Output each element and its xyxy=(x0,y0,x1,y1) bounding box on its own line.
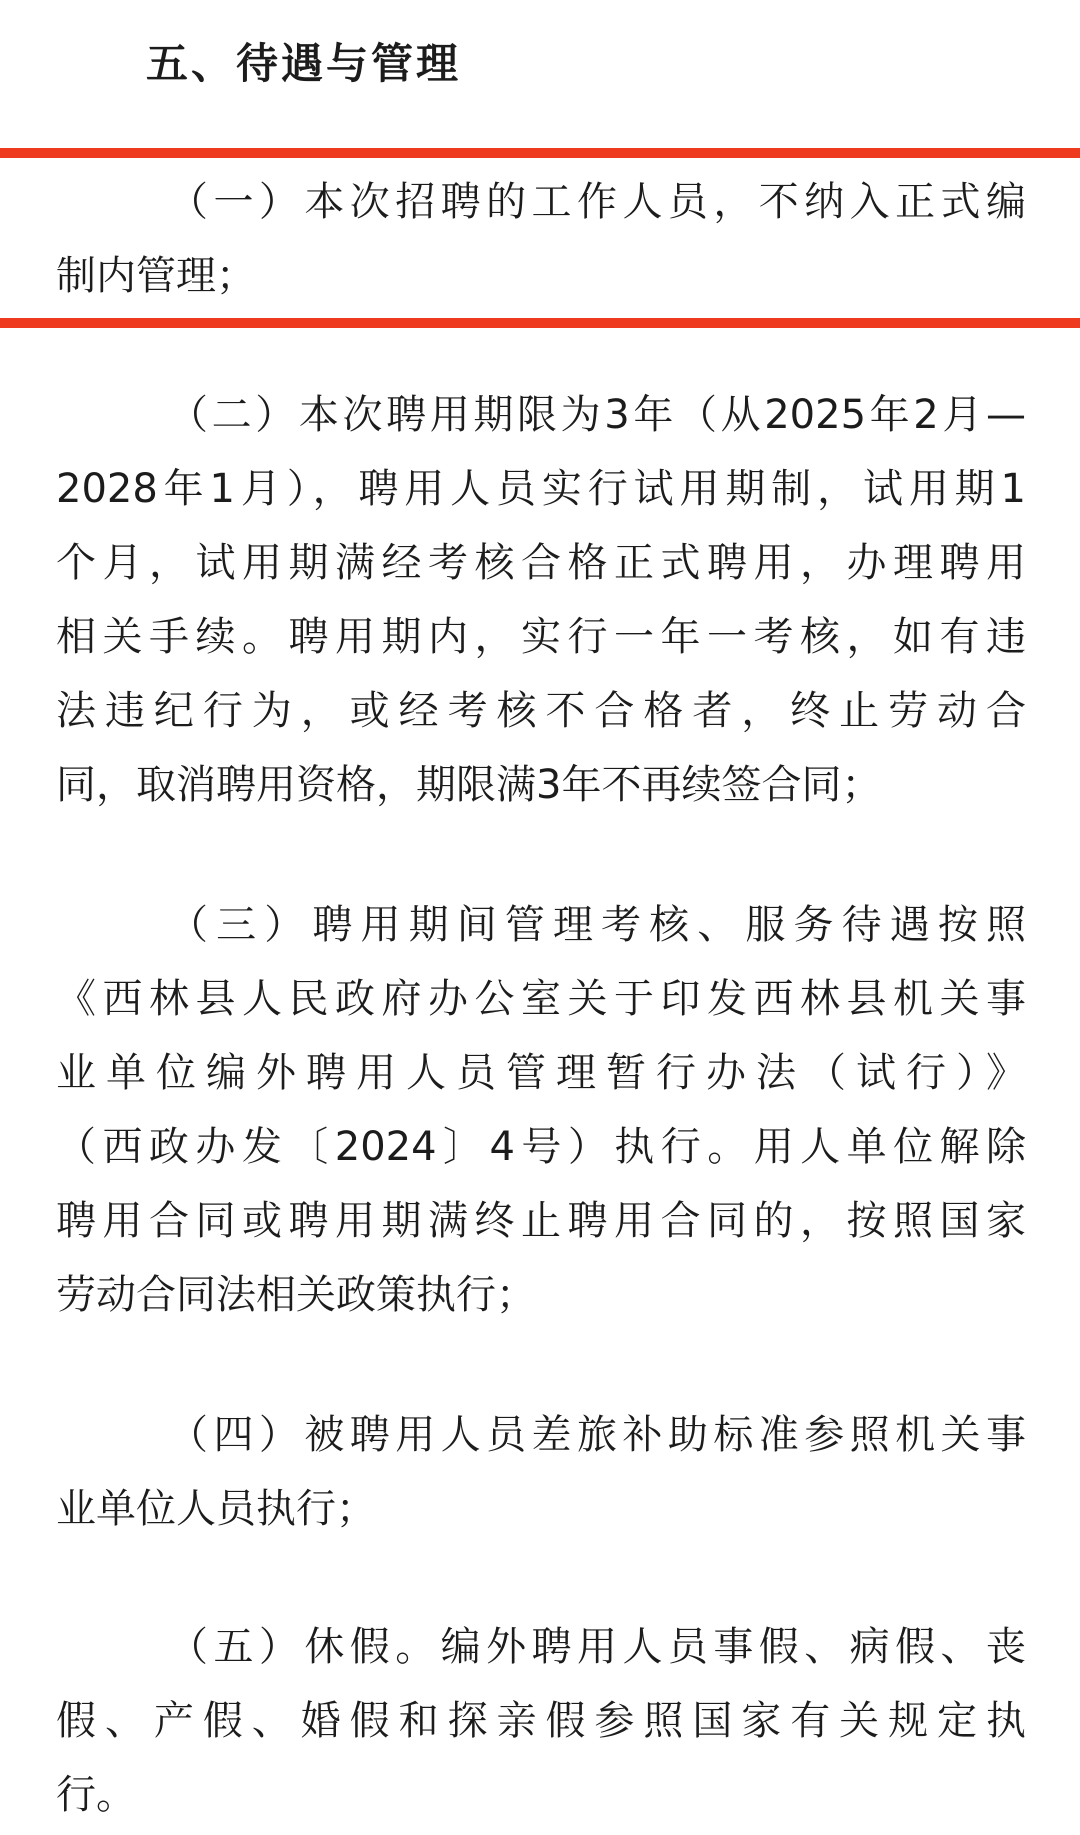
item-3-line-4: （西政办发〔2024〕4号）执行。用人单位解除 xyxy=(56,1124,1026,1170)
item-2 xyxy=(56,378,1026,822)
item-2-line-1: （二）本次聘用期限为3年（从2025年2月— xyxy=(168,392,1026,438)
item-1-line-1: （一）本次招聘的工作人员，不纳入正式编 xyxy=(168,179,1026,225)
item-2-line-3: 个月，试用期满经考核合格正式聘用，办理聘用 xyxy=(56,540,1026,586)
item-3-line-5: 聘用合同或聘用期满终止聘用合同的，按照国家 xyxy=(56,1198,1026,1244)
item-3-line-3: 业单位编外聘用人员管理暂行办法（试行）》 xyxy=(56,1050,1026,1096)
item-3 xyxy=(56,888,1026,1332)
item-4-line-2: 业单位人员执行； xyxy=(56,1486,376,1532)
item-1-line-2: 制内管理； xyxy=(56,253,256,299)
item-3-line-6: 劳动合同法相关政策执行； xyxy=(56,1272,536,1318)
item-2-line-6: 同，取消聘用资格，期限满3年不再续签合同； xyxy=(56,762,882,808)
item-5-line-2: 假、产假、婚假和探亲假参照国家有关规定执 xyxy=(56,1698,1026,1744)
item-5 xyxy=(56,1610,1026,1832)
item-4 xyxy=(56,1398,1026,1546)
item-3-line-2: 《西林县人民政府办公室关于印发西林县机关事 xyxy=(56,976,1026,1022)
section-heading: 五、待遇与管理 xyxy=(146,39,462,88)
item-3-line-1: （三）聘用期间管理考核、服务待遇按照 xyxy=(168,902,1026,948)
item-5-line-1: （五）休假。编外聘用人员事假、病假、丧 xyxy=(168,1624,1026,1670)
item-5-line-3: 行。 xyxy=(56,1772,136,1818)
item-4-line-1: （四）被聘用人员差旅补助标准参照机关事 xyxy=(168,1412,1026,1458)
item-1 xyxy=(56,165,1026,313)
item-2-line-2: 2028年1月），聘用人员实行试用期制，试用期1 xyxy=(56,466,1026,512)
item-2-line-4: 相关手续。聘用期内，实行一年一考核，如有违 xyxy=(56,614,1026,660)
item-2-line-5: 法违纪行为，或经考核不合格者，终止劳动合 xyxy=(56,688,1026,734)
